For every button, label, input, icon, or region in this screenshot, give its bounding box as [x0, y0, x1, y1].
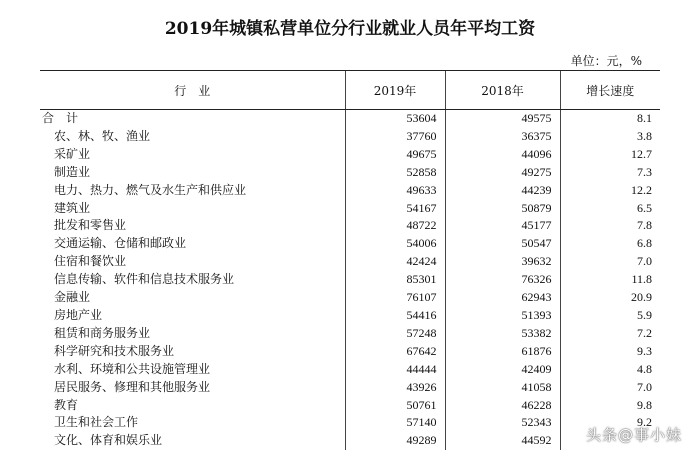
growth-cell: 7.3 — [560, 164, 660, 182]
value-2018-cell: 62943 — [445, 289, 560, 307]
value-2019-cell: 49675 — [345, 146, 445, 164]
industry-cell: 信息传输、软件和信息技术服务业 — [54, 272, 235, 287]
industry-cell: 房地产业 — [54, 307, 103, 322]
growth-cell: 4.8 — [560, 361, 660, 379]
value-2018-cell: 36375 — [445, 128, 560, 146]
industry-cell: 科学研究和技术服务业 — [54, 343, 175, 358]
value-2019-cell: 44444 — [345, 361, 445, 379]
value-2019-cell: 43926 — [345, 379, 445, 397]
value-2018-cell: 44239 — [445, 182, 560, 200]
table-row-total — [40, 110, 660, 128]
table-row — [40, 253, 660, 271]
value-2018-cell: 44096 — [445, 146, 560, 164]
value-2018-cell: 49275 — [445, 164, 560, 182]
industry-cell: 水利、环境和公共设施管理业 — [54, 361, 211, 376]
table-row — [40, 200, 660, 218]
industry-cell: 电力、热力、燃气及水生产和供应业 — [54, 182, 247, 197]
industry-cell: 合 计 — [42, 111, 79, 125]
value-2018-cell: 42409 — [445, 361, 560, 379]
growth-cell: 9.3 — [560, 343, 660, 361]
table-row — [40, 432, 660, 450]
industry-cell: 卫生和社会工作 — [54, 415, 139, 430]
value-2019-cell: 53604 — [345, 110, 445, 128]
industry-cell: 制造业 — [54, 164, 91, 179]
table-row — [40, 414, 660, 432]
table-row — [40, 343, 660, 361]
table-row — [40, 235, 660, 253]
growth-cell: 7.0 — [560, 253, 660, 271]
value-2019-cell: 42424 — [345, 253, 445, 271]
growth-cell: 6.8 — [560, 235, 660, 253]
watermark: 头条@事小妹 — [585, 426, 682, 444]
value-2019-cell: 52858 — [345, 164, 445, 182]
header-2019: 2019年 — [345, 71, 445, 110]
value-2019-cell: 54416 — [345, 307, 445, 325]
value-2018-cell: 50547 — [445, 235, 560, 253]
table-row — [40, 146, 660, 164]
value-2018-cell: 44592 — [445, 432, 560, 450]
growth-cell: 20.9 — [560, 289, 660, 307]
table-row — [40, 325, 660, 343]
table-row — [40, 217, 660, 235]
growth-cell: 5.9 — [560, 307, 660, 325]
industry-cell: 农、林、牧、渔业 — [54, 128, 151, 143]
value-2019-cell: 54167 — [345, 200, 445, 218]
header-growth: 增长速度 — [560, 71, 660, 110]
table-row — [40, 164, 660, 182]
value-2018-cell: 52343 — [445, 414, 560, 432]
industry-cell: 居民服务、修理和其他服务业 — [54, 379, 211, 394]
growth-cell: 9.8 — [560, 397, 660, 415]
table-row — [40, 361, 660, 379]
growth-cell: 3.8 — [560, 128, 660, 146]
value-2018-cell: 41058 — [445, 379, 560, 397]
value-2018-cell: 39632 — [445, 253, 560, 271]
growth-cell: 12.2 — [560, 182, 660, 200]
value-2019-cell: 67642 — [345, 343, 445, 361]
growth-cell: 11.8 — [560, 271, 660, 289]
value-2019-cell: 76107 — [345, 289, 445, 307]
growth-cell: 9.2 — [560, 414, 660, 432]
table-row — [40, 182, 660, 200]
industry-cell: 租赁和商务服务业 — [54, 325, 151, 340]
growth-cell: 7.2 — [560, 325, 660, 343]
wage-table — [40, 70, 660, 450]
value-2019-cell: 48722 — [345, 217, 445, 235]
growth-cell: 7.0 — [560, 379, 660, 397]
value-2019-cell: 37760 — [345, 128, 445, 146]
value-2018-cell: 49575 — [445, 110, 560, 128]
industry-cell: 金融业 — [54, 290, 91, 305]
table-row — [40, 289, 660, 307]
growth-cell: 7.8 — [560, 217, 660, 235]
industry-cell: 批发和零售业 — [54, 218, 127, 233]
value-2018-cell: 76326 — [445, 271, 560, 289]
table-body — [40, 110, 660, 451]
industry-cell: 交通运输、仓储和邮政业 — [54, 236, 187, 251]
header-2018: 2018年 — [445, 71, 560, 110]
value-2018-cell: 51393 — [445, 307, 560, 325]
value-2019-cell: 57140 — [345, 414, 445, 432]
table-row — [40, 379, 660, 397]
growth-cell: 12.7 — [560, 146, 660, 164]
table-row — [40, 307, 660, 325]
industry-cell: 教育 — [54, 397, 79, 412]
value-2018-cell: 50879 — [445, 200, 560, 218]
value-2019-cell: 50761 — [345, 397, 445, 415]
growth-cell: 8.1 — [560, 110, 660, 128]
table-row — [40, 271, 660, 289]
growth-cell: 6.5 — [560, 200, 660, 218]
value-2018-cell: 61876 — [445, 343, 560, 361]
value-2019-cell: 49289 — [345, 432, 445, 450]
table-header-row — [40, 71, 660, 110]
page-title: 2019年城镇私营单位分行业就业人员年平均工资 — [164, 19, 536, 39]
industry-cell: 建筑业 — [54, 200, 91, 215]
value-2018-cell: 53382 — [445, 325, 560, 343]
table-row — [40, 397, 660, 415]
value-2018-cell: 46228 — [445, 397, 560, 415]
table-row — [40, 128, 660, 146]
value-2019-cell: 57248 — [345, 325, 445, 343]
unit-note: 单位：元，% — [570, 54, 642, 68]
value-2019-cell: 49633 — [345, 182, 445, 200]
value-2019-cell: 54006 — [345, 235, 445, 253]
value-2018-cell: 45177 — [445, 217, 560, 235]
industry-cell: 采矿业 — [54, 146, 91, 161]
value-2019-cell: 85301 — [345, 271, 445, 289]
industry-cell: 住宿和餐饮业 — [54, 254, 127, 269]
header-industry: 行 业 — [40, 71, 345, 110]
industry-cell: 文化、体育和娱乐业 — [54, 433, 163, 448]
